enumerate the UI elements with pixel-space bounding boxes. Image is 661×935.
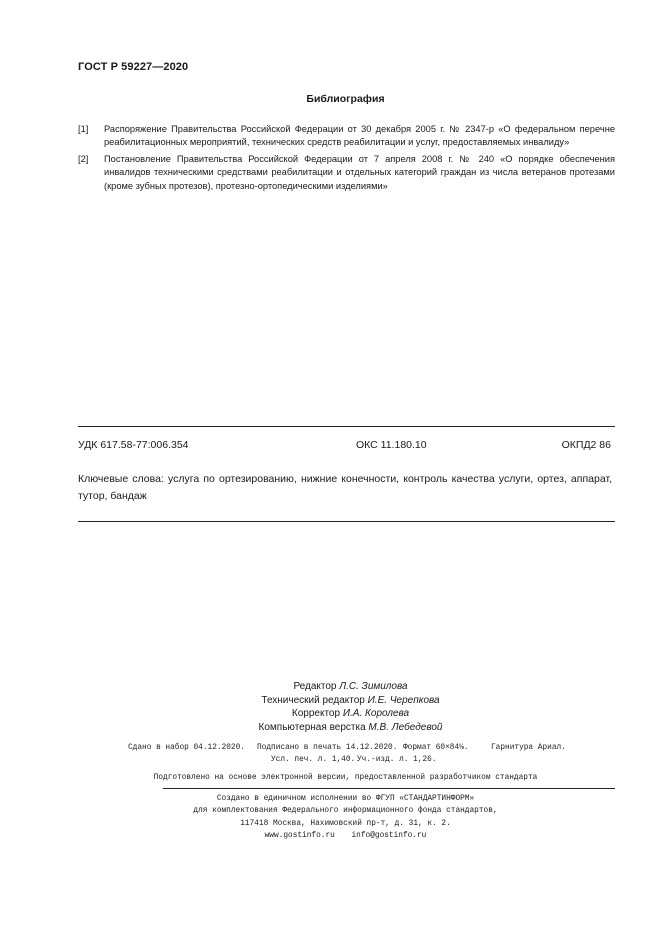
typeface: Гарнитура Ариал.	[491, 744, 566, 752]
publisher-sheets: Уч.-изд. л. 1,26.	[357, 756, 437, 764]
reference-item	[78, 153, 615, 193]
publisher-line: Создано в единичном исполнении во ФГУП «СТАНДАРТИНФОРМ»	[216, 795, 475, 803]
reference-text: Распоряжение Правительства Российской Федерации от 30 декабря 2005 г. № 2347-р «О федеральном перечне реабилитационных мероприятий, технических средств реабилитации и услуг, предоставляемых инвалиду»	[104, 124, 615, 148]
keywords: Ключевые слова: услуга по ортезированию, нижние конечности, контроль качества услуги, ортез, аппарат, тутор, бандаж	[78, 473, 612, 502]
editor-role: Технический редактор	[261, 694, 365, 706]
editor-line	[40, 680, 661, 694]
publisher-address: 117418 Москва, Нахимовский пр-т, д. 31, к. 2.	[240, 819, 451, 828]
website-link[interactable]: www.gostinfo.ru	[264, 832, 335, 841]
section-title: Библиография	[306, 93, 385, 105]
reference-number: [1]	[78, 124, 89, 134]
prepared-note: Подготовлено на основе электронной версии, предоставленной разработчиком стандарта	[153, 774, 538, 782]
editor-line	[40, 707, 661, 721]
classification-row	[78, 439, 615, 453]
editor-line	[40, 721, 661, 735]
editor-role: Компьютерная верстка	[258, 721, 366, 733]
editor-role: Редактор	[293, 681, 337, 692]
document-id: ГОСТ Р 59227—2020	[78, 61, 189, 73]
submitted-date: Сдано в набор 04.12.2020.	[128, 744, 245, 752]
divider	[78, 521, 615, 522]
divider	[163, 788, 615, 789]
publisher-contacts	[30, 830, 661, 842]
reference-text: Постановление Правительства Российской Федерации от 7 апреля 2008 г. № 240 «О порядке обеспечения инвалидов техническими средствами реабилитации и отдельных категорий граждан из числа ветеранов протезами (кроме зубных протезов), протезно-ортопедическими изделиями»	[104, 154, 615, 191]
signed-date: Подписано в печать 14.12.2020.	[257, 744, 398, 752]
editor-name: И.Е. Черепкова	[367, 694, 440, 706]
reference-number: [2]	[78, 154, 89, 164]
editor-name: И.А. Королева	[342, 708, 410, 720]
divider	[78, 426, 615, 427]
email-link[interactable]: info@gostinfo.ru	[351, 832, 427, 841]
publisher-block	[0, 793, 661, 843]
editor-name: М.В. Лебедевой	[368, 721, 443, 733]
editor-line	[40, 694, 661, 708]
editor-role: Корректор	[291, 708, 341, 720]
editors-block	[0, 680, 661, 734]
udk-code: УДК 617.58-77:006.354	[78, 439, 189, 451]
editor-name: Л.С. Зимилова	[339, 681, 408, 692]
reference-item	[78, 123, 615, 150]
publisher-line: для комплектования Федерального информационного фонда стандартов,	[193, 807, 498, 816]
okpd-code: ОКПД2 86	[561, 439, 611, 451]
paper-format: Формат 60×84⅛.	[403, 744, 469, 752]
print-sheets: Усл. печ. л. 1,40.	[271, 756, 356, 764]
oks-code: ОКС 11.180.10	[356, 439, 427, 451]
